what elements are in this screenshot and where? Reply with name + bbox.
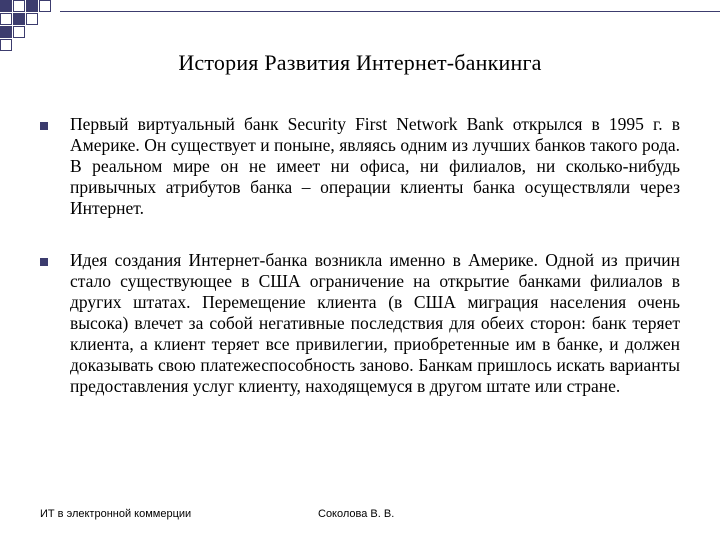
deco-square [0, 26, 12, 38]
deco-square [13, 13, 25, 25]
bullet-text-1: Первый виртуальный банк Security First Network Bank открылся в 1995 г. в Америке. Он существует и поныне, являясь одним из лучших банков такого рода. В реальном мире он не имеет ни офиса, ни филиалов, ни сколько-нибудь привычных атрибутов банка – операции клиенты банка осуществляли через Интернет. [70, 114, 680, 218]
bullet-item-2 [40, 250, 680, 450]
slide-title: История Развития Интернет-банкинга [178, 50, 542, 75]
footer-center: Соколова В. В. [318, 508, 395, 520]
deco-square [26, 13, 38, 25]
deco-square [26, 0, 38, 12]
deco-square [13, 0, 25, 12]
deco-square [13, 26, 25, 38]
deco-square [0, 13, 12, 25]
deco-square [39, 0, 51, 12]
footer-left: ИТ в электронной коммерции [40, 508, 192, 520]
bullet-item-1 [40, 114, 680, 224]
square-bullet-icon [40, 258, 48, 266]
top-rule-divider [60, 11, 720, 12]
deco-square [0, 0, 12, 12]
square-bullet-icon [40, 122, 48, 130]
bullet-text-2: Идея создания Интернет-банка возникла именно в Америке. Одной из причин стало существующее в США ограничение на открытие банками филиалов в других штатах. Перемещение клиента (в США миграция населения очень высока) влечет за собой негативные последствия для обеих сторон: банк теряет клиента, а клиент теряет все привилегии, приобретенные им в банке, и должен доказывать свою платежеспособность заново. Банкам пришлось искать варианты предоставления услуг клиенту, находящемуся в другом штате или стране. [70, 250, 680, 396]
